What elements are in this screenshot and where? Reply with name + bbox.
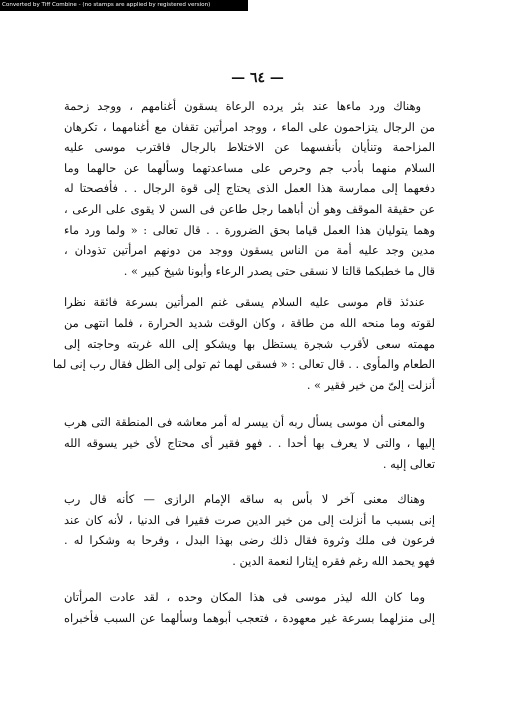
text-line: تعالى إليه . — [382, 456, 435, 471]
text-line: لقوته وما منحه الله من طاقة ، وكان الوقت شديد الحرارة ، فلما انتهى من — [64, 315, 435, 330]
text-line: إليها ، والتى لا يعرف بها أحدا . . فهو فقير أى محتاج لأى خير يسوقه الله — [64, 435, 435, 450]
text-line: المزاحمة وتنأيان بأنفسهما عن الاختلاط بالرجال فاقترب موسى عليه — [64, 140, 435, 155]
text-line: قال ما خطبكما قالتا لا نسقى حتى يصدر الرعاء وأبونا شيخ كبير » . — [123, 263, 435, 278]
text-line: فرعون فى ملك وثروة فقال ذلك رضى بهذا البدل ، وفرحا به وشكرا له . — [64, 533, 435, 548]
converter-banner: Converted by Tiff Combine - (no stamps are applied by registered version) — [0, 0, 248, 11]
paragraph-3 — [64, 412, 435, 474]
text-line: والمعنى أن موسى يسأل ربه أن ييسر له أمر معاشه فى المنطقة التى هرب — [64, 415, 425, 430]
page-number: — ٦٤ — — [231, 70, 284, 86]
text-line: عندئذ قام موسى عليه السلام يسقى غنم المرأتين بسرعة فائقة نظرا — [64, 295, 425, 310]
text-line: الطعام والمأوى . . قال تعالى : « فسقى لهما ثم تولى إلى الظل فقال رب إنى لما — [52, 357, 435, 372]
paragraph-2 — [52, 292, 435, 395]
paragraph-1 — [64, 96, 435, 281]
text-line: وما كان الله ليذر موسى فى هذا المكان وحده ، لقد عادت المرأتان — [64, 590, 425, 605]
text-line: إلى منزلهما بسرعة غير معهودة ، فتعجب أبوهما وسألهما عن السبب فأخبراه — [64, 611, 435, 626]
text-line: وهما يتوليان هذا العمل قياما بحق الضرورة . . قال تعالى : « ولما ورد ماء — [64, 222, 435, 237]
text-line: عن حقيقة الموقف وهو أن أباهما رجل طاعن فى السن لا يقوى على الرعى ، — [64, 201, 435, 216]
text-line: فهو يحمد الله رغم فقره إيثارا لنعمة الدين . — [232, 553, 435, 568]
page-text — [52, 96, 435, 629]
text-line: إنى بسبب ما أنزلت إلى من خير الدين صرت فقيرا فى الدنيا ، لأنه كان عند — [64, 512, 435, 527]
text-line: مهمته سعى لأقرب شجرة يستظل بها ويشكو إلى الله غربته وحاجته إلى — [64, 336, 435, 351]
paragraph-4 — [64, 489, 435, 571]
text-line: أنزلت إلىّ من خير فقير » . — [306, 377, 435, 392]
text-line: من الرجال يتزاحمون على الماء ، ووجد امرأتين تقفان مع أغنامهما ، تكرهان — [64, 119, 435, 134]
paragraph-5 — [64, 587, 435, 628]
text-line: وهناك معنى آخر لا بأس به ساقه الإمام الرازى — كأنه قال رب — [64, 492, 425, 507]
text-line: وهناك ورد ماءها عند بئر يرده الرعاة يسقون أغنامهم ، ووجد زحمة — [64, 99, 421, 113]
text-line: دفعهما إلى ممارسة هذا العمل الذى يحتاج إلى قوة الرجال . . فأفصحتا له — [64, 181, 435, 196]
text-line: مدين وجد عليه أمة من الناس يسقون ووجد من دونهم امرأتين تذودان ، — [64, 243, 435, 258]
text-line: السلام منهما بأدب جم وحرص على مساعدتهما وسألهما عن حالهما وما — [64, 160, 435, 175]
